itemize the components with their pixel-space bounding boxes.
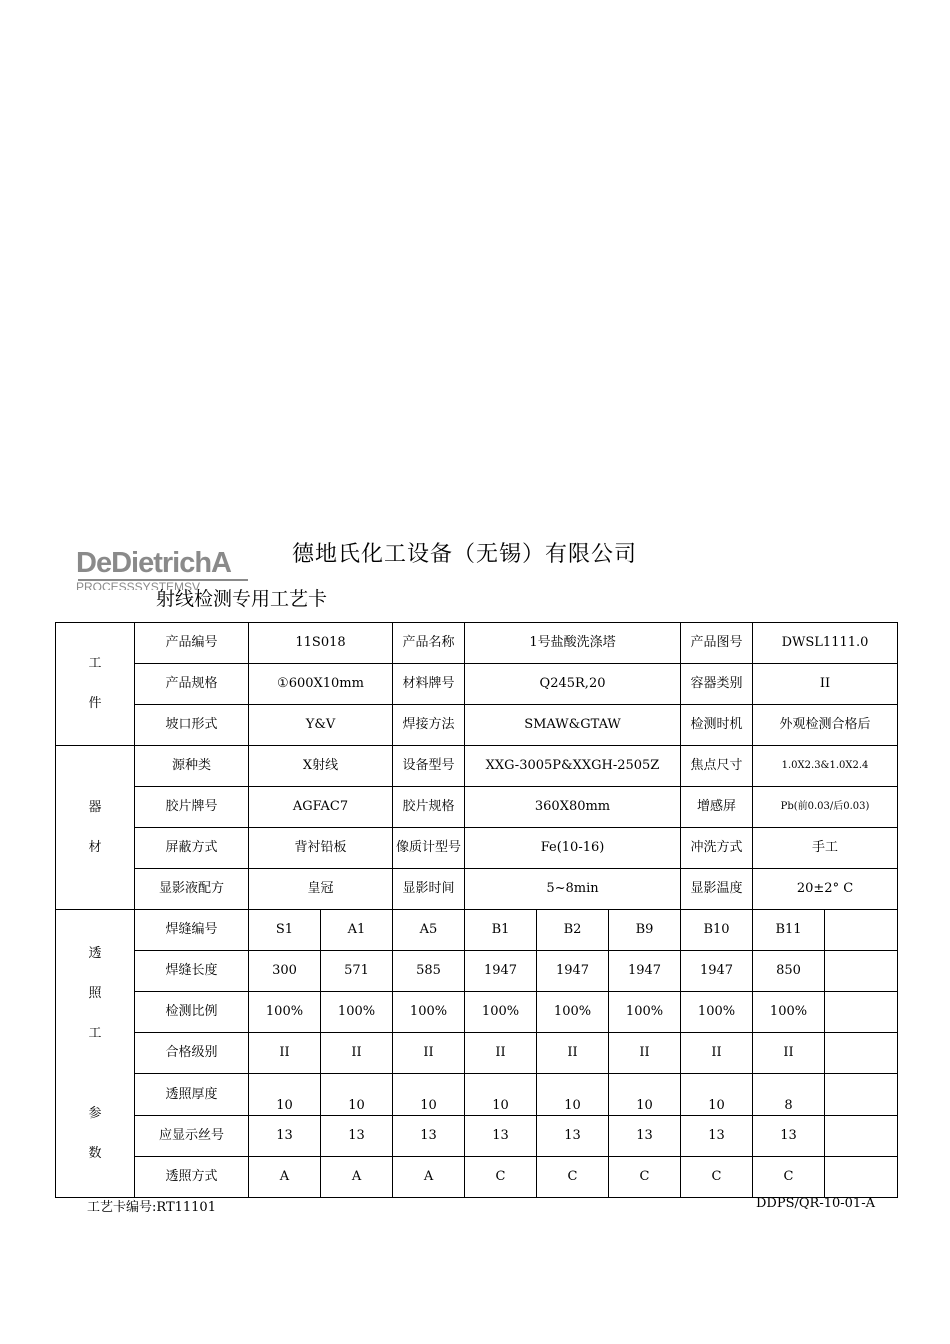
field-value: AGFAC7 [249, 787, 393, 828]
cell-value: II [249, 1033, 321, 1074]
cell-value [825, 1033, 898, 1074]
logo-subline: PROCESSSYSTEMSV [76, 580, 201, 590]
document-title: 射线检测专用工艺卡 [156, 588, 328, 610]
cell-value: 13 [249, 1116, 321, 1157]
cell-value: 100% [321, 992, 393, 1033]
field-value: X射线 [249, 746, 393, 787]
label-char: 件 [88, 696, 102, 711]
field-label: 焊接方法 [393, 705, 465, 746]
cell-value: II [681, 1033, 753, 1074]
cell-value: 10 [537, 1074, 609, 1116]
cell-value: 8 [753, 1074, 825, 1116]
cell-value: 850 [753, 951, 825, 992]
cell-value: 13 [321, 1116, 393, 1157]
cell-value: 13 [753, 1116, 825, 1157]
cell-value: II [609, 1033, 681, 1074]
field-label: 源种类 [135, 746, 249, 787]
field-label: 设备型号 [393, 746, 465, 787]
cell-value: S1 [249, 910, 321, 951]
field-value: Fe(10-16) [465, 828, 681, 869]
field-value: 背衬铅板 [249, 828, 393, 869]
cell-value: C [753, 1157, 825, 1198]
field-label: 像质计型号 [393, 828, 465, 869]
field-label: 应显示丝号 [135, 1116, 249, 1157]
cell-value: C [609, 1157, 681, 1198]
cell-value [825, 1116, 898, 1157]
cell-value: 10 [609, 1074, 681, 1116]
field-label: 透照方式 [135, 1157, 249, 1198]
cell-value: II [537, 1033, 609, 1074]
cell-value: 13 [537, 1116, 609, 1157]
cell-value [825, 1074, 898, 1116]
card-number: 工艺卡编号:RT11101 [87, 1200, 216, 1215]
table-row [56, 705, 898, 746]
field-value: 20±2° C [753, 869, 898, 910]
cell-value: A [249, 1157, 321, 1198]
field-label: 检测比例 [135, 992, 249, 1033]
section-label-equipment [56, 746, 135, 910]
table-row [56, 1157, 898, 1198]
field-label: 胶片牌号 [135, 787, 249, 828]
label-char: 工 [88, 1025, 102, 1041]
field-label: 检测时机 [681, 705, 753, 746]
form-code: DDPS/QR-10-01-A [756, 1196, 875, 1211]
field-value: II [753, 664, 898, 705]
field-label: 产品名称 [393, 623, 465, 664]
table-row [56, 746, 898, 787]
field-label: 焊缝编号 [135, 910, 249, 951]
cell-value: 100% [609, 992, 681, 1033]
table-row [56, 828, 898, 869]
field-value: 手工 [753, 828, 898, 869]
cell-value: 10 [393, 1074, 465, 1116]
field-value: 1号盐酸洗涤塔 [465, 623, 681, 664]
cell-value: 1947 [465, 951, 537, 992]
cell-value: 10 [681, 1074, 753, 1116]
field-label: 显影时间 [393, 869, 465, 910]
table-row [56, 869, 898, 910]
label-char: 器 [88, 799, 102, 815]
field-label: 产品图号 [681, 623, 753, 664]
field-value: 360X80mm [465, 787, 681, 828]
cell-value: 100% [681, 992, 753, 1033]
cell-value: II [393, 1033, 465, 1074]
field-value: Q245R,20 [465, 664, 681, 705]
table-row [56, 910, 898, 951]
field-value: SMAW&GTAW [465, 705, 681, 746]
field-label: 合格级别 [135, 1033, 249, 1074]
cell-value: C [465, 1157, 537, 1198]
table-row [56, 992, 898, 1033]
cell-value: A5 [393, 910, 465, 951]
section-label-workpiece [56, 623, 135, 746]
cell-value: B1 [465, 910, 537, 951]
cell-value: 100% [465, 992, 537, 1033]
table-row [56, 787, 898, 828]
field-value: Y&V [249, 705, 393, 746]
cell-value: 100% [753, 992, 825, 1033]
cell-value: A [393, 1157, 465, 1198]
field-label: 透照厚度 [135, 1074, 249, 1116]
table-row [56, 1116, 898, 1157]
cell-value: 585 [393, 951, 465, 992]
cell-value: A1 [321, 910, 393, 951]
cell-value: B11 [753, 910, 825, 951]
table-row [56, 1074, 898, 1116]
cell-value: 13 [393, 1116, 465, 1157]
field-value: 外观检测合格后 [753, 705, 898, 746]
cell-value: C [537, 1157, 609, 1198]
cell-value: 300 [249, 951, 321, 992]
field-label: 焦点尺寸 [681, 746, 753, 787]
field-value: 11S018 [249, 623, 393, 664]
cell-value: 10 [321, 1074, 393, 1116]
table-row [56, 623, 898, 664]
cell-value: 13 [609, 1116, 681, 1157]
cell-value: 571 [321, 951, 393, 992]
field-value: ①600X10mm [249, 664, 393, 705]
cell-value: 1947 [609, 951, 681, 992]
label-char: 数 [88, 1145, 102, 1161]
cell-value: 13 [465, 1116, 537, 1157]
table-row [56, 664, 898, 705]
cell-value [825, 1157, 898, 1198]
field-label: 胶片规格 [393, 787, 465, 828]
cell-value: 13 [681, 1116, 753, 1157]
field-label: 冲洗方式 [681, 828, 753, 869]
field-label: 产品规格 [135, 664, 249, 705]
table-row [56, 951, 898, 992]
field-label: 显影液配方 [135, 869, 249, 910]
cell-value: 1947 [681, 951, 753, 992]
field-value: 皇冠 [249, 869, 393, 910]
cell-value: 1947 [537, 951, 609, 992]
label-char: 透 [88, 945, 102, 961]
cell-value: 100% [393, 992, 465, 1033]
label-char: 参 [88, 1105, 102, 1121]
cell-value [825, 910, 898, 951]
cell-value: II [753, 1033, 825, 1074]
field-label: 屏蔽方式 [135, 828, 249, 869]
cell-value: C [681, 1157, 753, 1198]
field-label: 坡口形式 [135, 705, 249, 746]
section-label-exposure-params [56, 910, 135, 1198]
cell-value: 100% [537, 992, 609, 1033]
table-row [56, 1033, 898, 1074]
company-name: 德地氏化工设备（无锡）有限公司 [292, 542, 638, 567]
cell-value [825, 992, 898, 1033]
cell-value: B10 [681, 910, 753, 951]
cell-value: B9 [609, 910, 681, 951]
field-label: 增感屏 [681, 787, 753, 828]
field-label: 显影温度 [681, 869, 753, 910]
field-label: 容器类别 [681, 664, 753, 705]
field-value: Pb(前0.03/后0.03) [753, 787, 898, 828]
label-char: 照 [88, 985, 102, 1001]
label-char: 工 [88, 656, 102, 671]
cell-value: II [465, 1033, 537, 1074]
cell-value: A [321, 1157, 393, 1198]
field-value: XXG-3005P&XXGH-2505Z [465, 746, 681, 787]
cell-value: 10 [249, 1074, 321, 1116]
label-char: 材 [88, 839, 102, 855]
cell-value: 100% [249, 992, 321, 1033]
process-card-table [55, 622, 898, 1198]
field-value: DWSL1111.0 [753, 623, 898, 664]
field-value: 1.0X2.3&1.0X2.4 [753, 746, 898, 787]
cell-value: 10 [465, 1074, 537, 1116]
field-label: 产品编号 [135, 623, 249, 664]
field-label: 材料牌号 [393, 664, 465, 705]
cell-value: II [321, 1033, 393, 1074]
cell-value [825, 951, 898, 992]
cell-value: B2 [537, 910, 609, 951]
field-label: 焊缝长度 [135, 951, 249, 992]
field-value: 5~8min [465, 869, 681, 910]
logo-wordmark: DeDietrichA [76, 548, 231, 579]
